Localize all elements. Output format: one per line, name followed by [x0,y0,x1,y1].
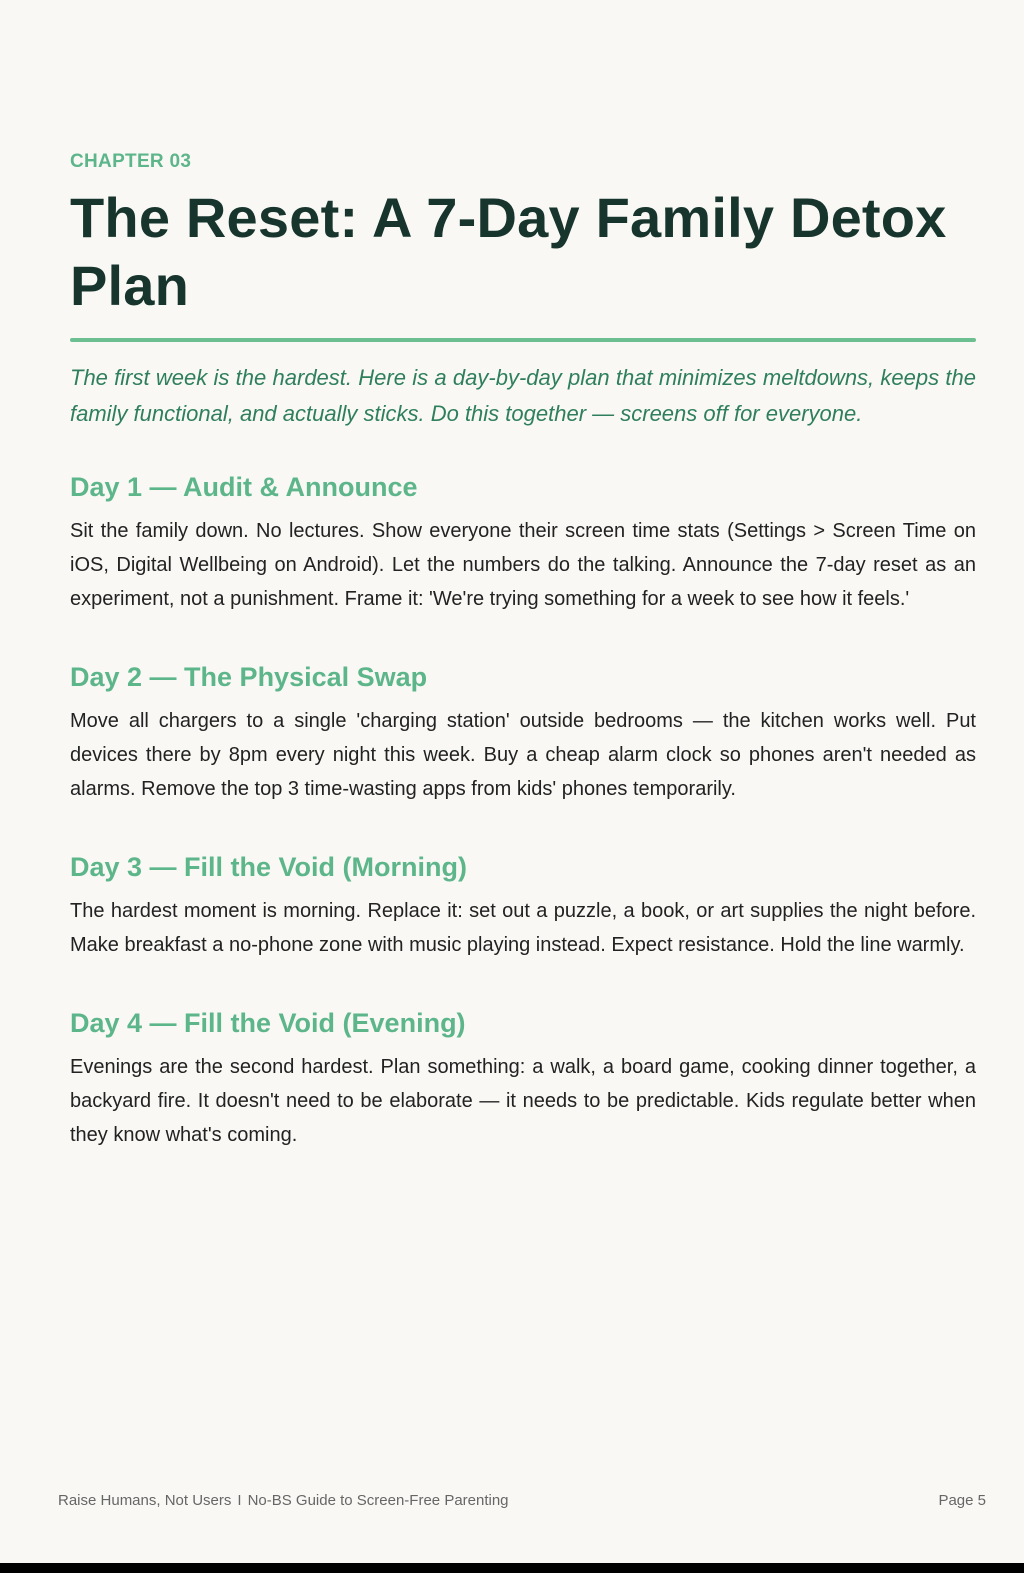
footer-book-info [58,1490,509,1512]
bottom-edge-bar [0,1563,1024,1573]
footer-separator: I [237,1492,242,1509]
day-body: The hardest moment is morning. Replace it: set out a puzzle, a book, or art supplies the night before. Make breakfast a no-phone zone with music playing instead. Expect resistance. Hold the line warmly. [70,900,976,956]
day-section-3 [70,850,976,962]
chapter-content [70,150,976,1152]
day-section-1 [70,470,976,616]
day-heading: Day 1 — Audit & Announce [70,472,418,502]
title-divider [70,338,976,342]
chapter-intro: The first week is the hardest. Here is a day-by-day plan that minimizes meltdowns, keeps the family functional, and actually sticks. Do this together — screens off for everyone. [70,365,976,426]
day-body: Sit the family down. No lectures. Show everyone their screen time stats (Settings > Screen Time on iOS, Digital Wellbeing on Android). Let the numbers do the talking. Announce the 7-day reset as an experiment, not a punishment. Frame it: 'We're trying something for a week to see how it feels.' [70,520,976,610]
day-heading: Day 4 — Fill the Void (Evening) [70,1008,466,1038]
day-body: Move all chargers to a single 'charging station' outside bedrooms — the kitchen works well. Put devices there by 8pm every night this week. Buy a cheap alarm clock so phones aren't needed as alarms. Remove the top 3 time-wasting apps from kids' phones temporarily. [70,710,976,800]
page-footer [58,1490,986,1512]
day-heading: Day 3 — Fill the Void (Morning) [70,852,467,882]
footer-book-title: Raise Humans, Not Users [58,1492,232,1509]
day-heading: Day 2 — The Physical Swap [70,662,428,692]
chapter-title: The Reset: A 7-Day Family Detox Plan [70,186,947,317]
day-section-2 [70,660,976,806]
footer-book-subtitle: No-BS Guide to Screen-Free Parenting [247,1492,509,1509]
chapter-label: CHAPTER 03 [70,151,192,172]
page-number: Page 5 [938,1492,986,1509]
day-section-4 [70,1006,976,1152]
day-body: Evenings are the second hardest. Plan something: a walk, a board game, cooking dinner together, a backyard fire. It doesn't need to be elaborate — it needs to be predictable. Kids regulate better when they know what's coming. [70,1056,976,1146]
